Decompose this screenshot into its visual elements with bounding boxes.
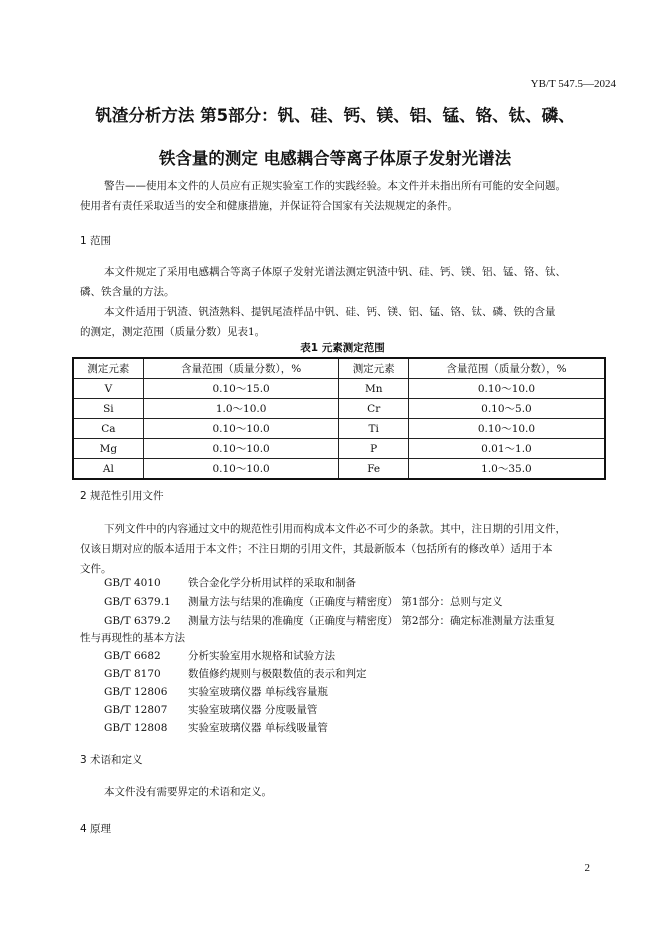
scope-p1-line2: 磷、铁含量的方法。 — [80, 286, 175, 298]
reference-title: 测量方法与结果的准确度（正确度与精密度） 第2部分：确定标准测量方法重复 — [188, 615, 556, 627]
warning-block — [80, 176, 610, 216]
section-4-heading: 4 原理 — [80, 823, 112, 835]
reference-title: 数值修约规则与极限数值的表示和判定 — [188, 668, 367, 680]
table-cell: 0.10～10.0 — [408, 379, 605, 399]
table-1-caption: 表1 元素测定范围 — [300, 342, 385, 354]
section-1-body — [80, 262, 605, 342]
table-cell: P — [339, 439, 408, 459]
scope-p2-line2: 的测定，测定范围（质量分数）见表1。 — [80, 326, 266, 338]
table-cell: 1.0～10.0 — [143, 399, 339, 419]
document-title-line2: 铁含量的测定 电感耦合等离子体原子发射光谱法 — [158, 149, 512, 168]
table-row — [73, 459, 605, 480]
reference-item — [104, 684, 328, 699]
table-cell: 1.0～35.0 — [408, 459, 605, 480]
reference-item — [104, 720, 328, 735]
scope-p1-line1: 本文件规定了采用电感耦合等离子体原子发射光谱法测定钒渣中钒、硅、钙、镁、铝、锰、铬、钛、 — [104, 266, 566, 278]
table-cell: Si — [73, 399, 143, 419]
reference-item — [104, 613, 555, 628]
reference-code: GB/T 4010 — [104, 577, 161, 589]
reference-code: GB/T 8170 — [104, 668, 161, 680]
table-cell: 0.10～5.0 — [408, 399, 605, 419]
table-cell: Ca — [73, 419, 143, 439]
section-3-heading: 3 术语和定义 — [80, 754, 143, 766]
table-cell: V — [73, 379, 143, 399]
header-range-2: 含量范围（质量分数），% — [408, 358, 605, 379]
page-number: 2 — [584, 862, 590, 874]
scope-p2-line1: 本文件适用于钒渣、钒渣熟料、提钒尾渣样品中钒、硅、钙、镁、铝、锰、铬、钛、磷、铁的含量 — [104, 306, 556, 318]
table-cell: Mn — [339, 379, 408, 399]
table-row — [73, 399, 605, 419]
table-row — [73, 419, 605, 439]
header-range-1: 含量范围（质量分数），% — [143, 358, 339, 379]
section-3-body: 本文件没有需要界定的术语和定义。 — [104, 786, 272, 798]
table-cell: 0.10～10.0 — [143, 419, 339, 439]
table-cell: Mg — [73, 439, 143, 459]
table-cell: 0.10～10.0 — [408, 419, 605, 439]
reference-title: 实验室玻璃仪器 分度吸量管 — [188, 704, 318, 716]
warning-line1: 警告——使用本文件的人员应有正规实验室工作的实践经验。本文件并未指出所有可能的安全问题。 — [104, 180, 566, 192]
section-2-heading: 2 规范性引用文件 — [80, 490, 164, 502]
reference-title: 测量方法与结果的准确度（正确度与精密度） 第1部分：总则与定义 — [188, 596, 503, 608]
table-header-row — [73, 358, 605, 379]
table-cell: 0.01～1.0 — [408, 439, 605, 459]
section-1-heading: 1 范围 — [80, 235, 112, 247]
table-cell: 0.10～10.0 — [143, 459, 339, 480]
table-cell: 0.10～10.0 — [143, 439, 339, 459]
reference-title: 铁合金化学分析用试样的采取和制备 — [188, 577, 356, 589]
reference-continuation: 性与再现性的基本方法 — [80, 632, 185, 644]
reference-code: GB/T 12807 — [104, 704, 168, 716]
reference-title: 实验室玻璃仪器 单标线容量瓶 — [188, 686, 328, 698]
refs-intro-line1: 下列文件中的内容通过文中的规范性引用而构成本文件必不可少的条款。其中，注日期的引用文件， — [104, 523, 566, 535]
table-row — [73, 379, 605, 399]
reference-code: GB/T 12808 — [104, 722, 168, 734]
warning-line2: 使用者有责任采取适当的安全和健康措施，并保证符合国家有关法规规定的条件。 — [80, 200, 458, 212]
table-cell: Ti — [339, 419, 408, 439]
reference-item — [104, 666, 367, 681]
refs-intro-line2: 仅该日期对应的版本适用于本文件；不注日期的引用文件，其最新版本（包括所有的修改单）适用于本 — [80, 543, 553, 555]
reference-code: GB/T 6379.2 — [104, 615, 171, 627]
element-range-table — [72, 357, 606, 480]
section-2-intro — [80, 519, 605, 579]
header-element-2: 测定元素 — [339, 358, 408, 379]
reference-item — [104, 648, 335, 663]
reference-item — [104, 575, 356, 590]
refs-intro-line3: 文件。 — [80, 563, 112, 575]
reference-code: GB/T 12806 — [104, 686, 168, 698]
reference-item — [104, 702, 317, 717]
table-cell: Al — [73, 459, 143, 480]
table-row — [73, 439, 605, 459]
reference-code: GB/T 6682 — [104, 650, 161, 662]
table-cell: Fe — [339, 459, 408, 480]
reference-item — [104, 594, 503, 609]
reference-title: 实验室玻璃仪器 单标线吸量管 — [188, 722, 328, 734]
header-element-1: 测定元素 — [73, 358, 143, 379]
table-cell: 0.10～15.0 — [143, 379, 339, 399]
reference-code: GB/T 6379.1 — [104, 596, 171, 608]
standard-code: YB/T 547.5—2024 — [530, 78, 616, 90]
reference-title: 分析实验室用水规格和试验方法 — [188, 650, 335, 662]
table-cell: Cr — [339, 399, 408, 419]
document-title-line1: 钒渣分析方法 第5部分：钒、硅、钙、镁、铝、锰、铬、钛、磷、 — [95, 106, 575, 125]
